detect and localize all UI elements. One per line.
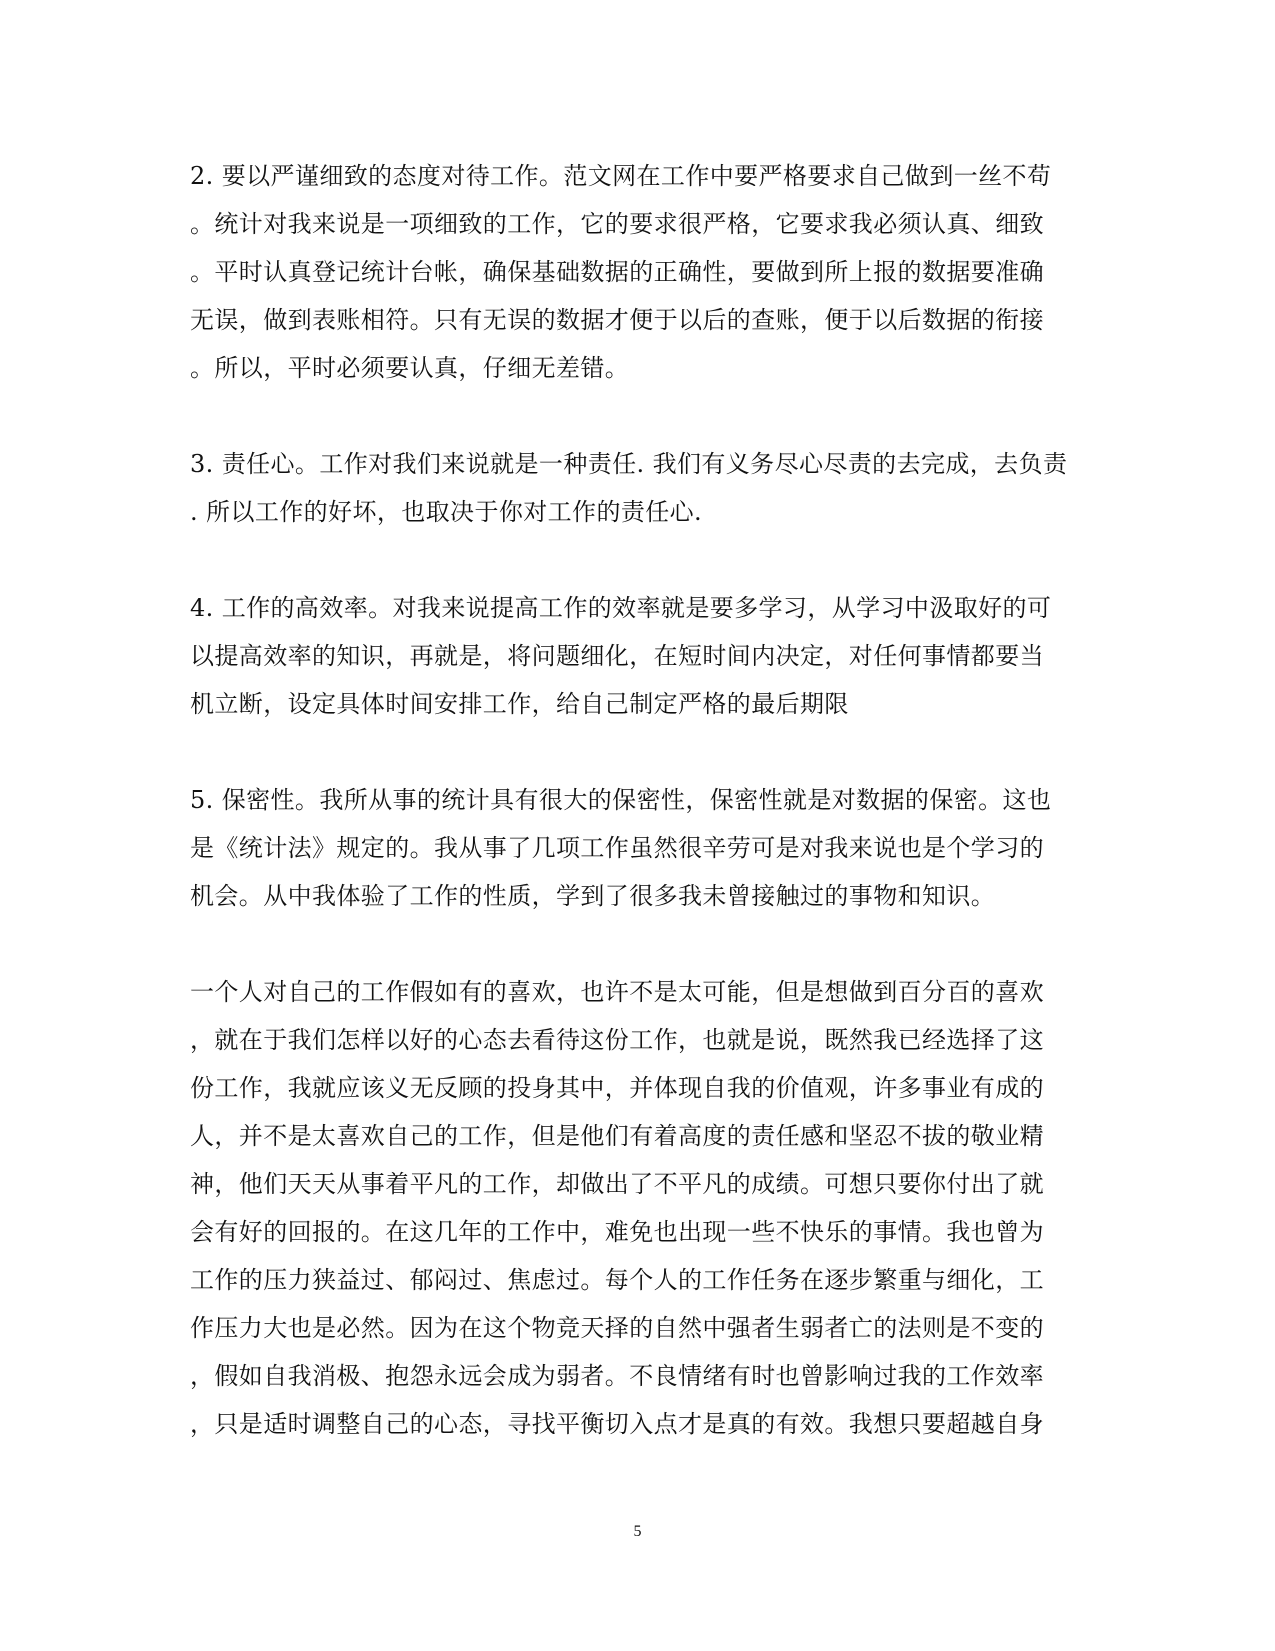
text-line: 神，他们天天从事着平凡的工作，却做出了不平凡的成绩。可想只要你付出了就 [190,1170,1044,1198]
paragraph-confidentiality [190,776,1080,920]
paragraph-gap [190,392,1080,440]
text-line: . 所以工作的好坏，也取决于你对工作的责任心. [190,498,703,526]
paragraph-responsibility [190,440,1080,536]
text-line: 无误，做到表账相符。只有无误的数据才便于以后的查账，便于以后数据的衔接 [190,306,1044,334]
text-line: 2. 要以严谨细致的态度对待工作。范文网在工作中要严格要求自己做到一丝不苟 [190,162,1052,190]
paragraph-gap [190,728,1080,776]
text-line: 5. 保密性。我所从事的统计具有很大的保密性，保密性就是对数据的保密。这也 [190,786,1052,814]
body-text [190,152,1080,1448]
paragraph-attitude [190,968,1080,1448]
text-line: 。所以，平时必须要认真，仔细无差错。 [190,354,630,382]
text-line: 份工作，我就应该义无反顾的投身其中，并体现自我的价值观，许多事业有成的 [190,1074,1044,1102]
text-line: 机立断，设定具体时间安排工作，给自己制定严格的最后期限 [190,690,849,718]
text-line: 是《统计法》规定的。我从事了几项工作虽然很辛劳可是对我来说也是个学习的 [190,834,1044,862]
text-line: 。统计对我来说是一项细致的工作，它的要求很严格，它要求我必须认真、细致 [190,210,1044,238]
text-line: ，假如自我消极、抱怨永远会成为弱者。不良情绪有时也曾影响过我的工作效率 [190,1362,1044,1390]
page-number: 5 [633,1523,642,1540]
text-line: 一个人对自己的工作假如有的喜欢，也许不是太可能，但是想做到百分百的喜欢 [190,978,1044,1006]
paragraph-accuracy [190,152,1080,392]
text-line: ，只是适时调整自己的心态，寻找平衡切入点才是真的有效。我想只要超越自身 [190,1410,1044,1438]
paragraph-gap [190,920,1080,968]
text-line: 会有好的回报的。在这几年的工作中，难免也出现一些不快乐的事情。我也曾为 [190,1218,1044,1246]
text-line: 人，并不是太喜欢自己的工作，但是他们有着高度的责任感和坚忍不拔的敬业精 [190,1122,1044,1150]
text-line: 机会。从中我体验了工作的性质，学到了很多我未曾接触过的事物和知识。 [190,882,996,910]
text-line: 作压力大也是必然。因为在这个物竞天择的自然中强者生弱者亡的法则是不变的 [190,1314,1044,1342]
text-line: 以提高效率的知识，再就是，将问题细化，在短时间内决定，对任何事情都要当 [190,642,1044,670]
text-line: ，就在于我们怎样以好的心态去看待这份工作，也就是说，既然我已经选择了这 [190,1026,1044,1054]
text-line: 。平时认真登记统计台帐，确保基础数据的正确性，要做到所上报的数据要准确 [190,258,1044,286]
text-line: 3. 责任心。工作对我们来说就是一种责任. 我们有义务尽心尽责的去完成，去负责 [190,450,1068,478]
paragraph-efficiency [190,584,1080,728]
text-line: 工作的压力狭益过、郁闷过、焦虑过。每个人的工作任务在逐步繁重与细化，工 [190,1266,1044,1294]
paragraph-gap [190,536,1080,584]
text-line: 4. 工作的高效率。对我来说提高工作的效率就是要多学习，从学习中汲取好的可 [190,594,1052,622]
